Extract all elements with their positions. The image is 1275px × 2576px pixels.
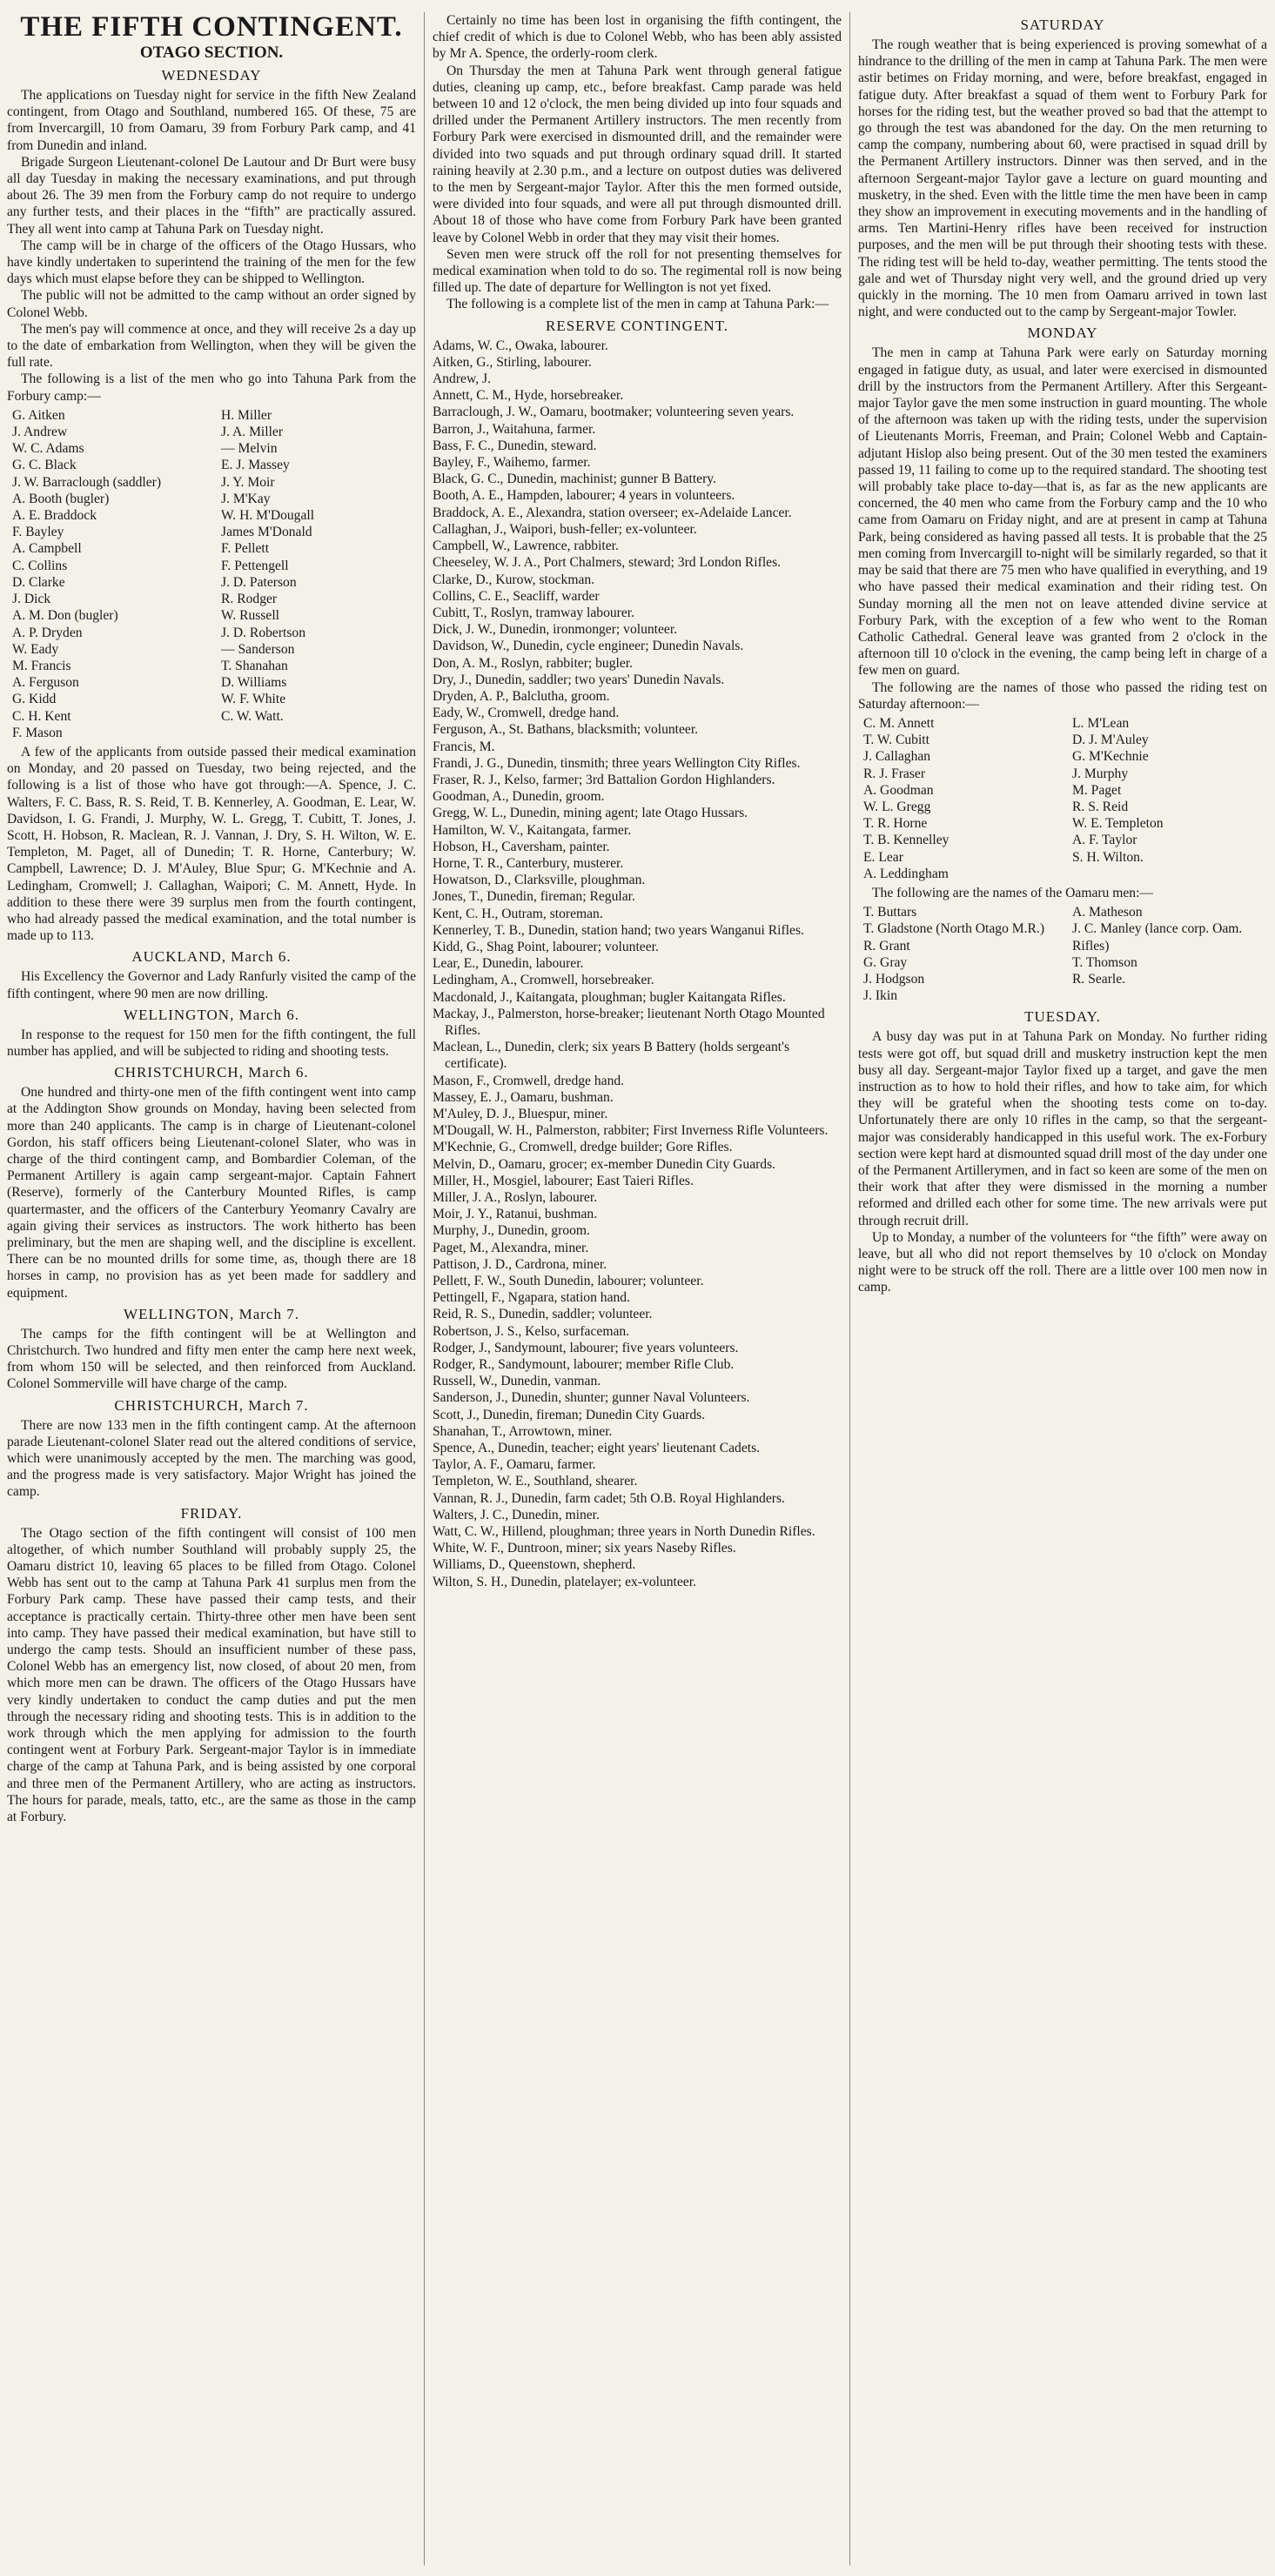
name-entry: D. Williams	[221, 675, 287, 691]
roster-entry: Williams, D., Queenstown, shepherd.	[433, 1557, 636, 1573]
paragraph: The men's pay will commence at once, and they will receive 2s a day up to the date of embarkation from Wellington, when they will be given the full rate.	[7, 321, 416, 371]
name-entry: E. J. Massey	[221, 458, 290, 473]
name-entry: R. Searle.	[1072, 971, 1126, 987]
name-entry: J. D. Robertson	[221, 625, 306, 640]
roster-entry: Robertson, J. S., Kelso, surfaceman.	[433, 1323, 630, 1339]
name-entry: — Sanderson	[221, 641, 295, 657]
roster-entry: Pattison, J. D., Cardrona, miner.	[433, 1256, 607, 1272]
paragraph: The following is a list of the men who go into Tahuna Park from the Forbury camp:—	[7, 371, 416, 404]
name-entry: D. Clarke	[12, 574, 65, 590]
name-entry: A. Booth (bugler)	[12, 491, 110, 506]
roster-entry: Reid, R. S., Dunedin, saddler; volunteer.	[433, 1307, 653, 1322]
paragraph: His Excellency the Governor and Lady Ranfurly visited the camp of the fifth contingent, where 90 men are now drilling.	[7, 969, 416, 1001]
roster-entry: Pellett, F. W., South Dunedin, labourer; volunteer.	[433, 1274, 704, 1289]
roster-entry: Paget, M., Alexandra, miner.	[433, 1240, 589, 1255]
section-heading-monday: MONDAY	[1027, 325, 1098, 342]
name-entry: L. M'Lean	[1072, 715, 1130, 731]
roster-entry: Fraser, R. J., Kelso, farmer; 3rd Battalion Gordon Highlanders.	[433, 772, 775, 787]
name-entry: T. Thomson	[1072, 954, 1137, 970]
name-entry: W. E. Templeton	[1072, 816, 1164, 832]
name-entry: A. Leddingham	[863, 866, 949, 881]
paragraph: The Otago section of the fifth contingent will consist of 100 men altogether, of which number Southland will probably supply 25, the Oamaru district 10, leaving 65 places to be filled from Otago. Colonel Webb has sent out to the camp at Tahuna Park 41 surplus men from the Forbury Park camp. These have passed their camp tests, and their acceptance is practically certain. Thirty-three other men have been sent into camp. They have passed their medical examination, but have still to undergo the camp tests. Should an insufficient number of these pass, Colonel Webb has an emergency list, now closed, of about 20 men, from which more men can be drawn. The officers of the Otago Hussars have very kindly undertaken to conduct the camp duties and put the men through the necessary riding and shooting tests. This is in addition to the work through which the men applying for admission to the fourth contingent went at Forbury Park. Sergeant-major Taylor is in immediate charge of the camp at Tahuna Park, and is being assisted by one corporal and three men of the Permanent Artillery, who are acting as instructors. The hours for parade, meals, tatto, etc., are the same as those in the camp at Forbury.	[7, 1525, 416, 1825]
riding-test-name-list	[858, 715, 1267, 882]
name-entry: R. Grant	[863, 938, 910, 953]
roster-entry: Taylor, A. F., Oamaru, farmer.	[433, 1457, 596, 1473]
name-entry: A. F. Taylor	[1072, 833, 1137, 848]
roster-entry: Callaghan, J., Waipori, bush-feller; ex-volunteer.	[433, 521, 697, 537]
reserve-contingent-list	[433, 338, 842, 1590]
roster-entry: Goodman, A., Dunedin, groom.	[433, 789, 605, 805]
roster-entry: Dryden, A. P., Balclutha, groom.	[433, 688, 610, 704]
paragraph: One hundred and thirty-one men of the fifth contingent went into camp at the Addington Show grounds on Monday, having been selected from more than 240 applicants. The camp is in charge of Lieutenant-colonel Gordon, his staff officers being Lieutenant-colonel Slater, who was in charge of the third contingent camp, and Bombardier Coleman, of the Permanent Artillery is again camp sergeant-major. Captain Fahnert (Reserve), formerly of the Canterbury Mounted Rifles, is camp quartermaster, and the officers of the Canterbury Yeomanry Cavalry are again giving their services as instructors. The work hitherto has been preliminary, but the men are shaping well, and the discipline is excellent. There can be no mounted drills for some time, as, though there are 18 horses in camp, no provision has as yet been made for saddlery and equipment.	[7, 1085, 416, 1301]
roster-entry: Bass, F. C., Dunedin, steward.	[433, 438, 597, 453]
name-entry: A. Matheson	[1072, 905, 1143, 920]
section-heading-wednesday: WEDNESDAY	[161, 67, 262, 84]
roster-entry: Murphy, J., Dunedin, groom.	[433, 1223, 590, 1239]
name-entry: J. Dick	[12, 592, 51, 607]
roster-entry: Sanderson, J., Dunedin, shunter; gunner Naval Volunteers.	[433, 1390, 750, 1406]
paragraph: The rough weather that is being experienced is proving somewhat of a hindrance to the drilling of the men in camp at Tahuna Park. The men were astir betimes on Friday morning, and were, before breakfast, engaged in fatigue duty. After breakfast a squad of them went to Forbury Park for horses for the riding test, but the weather proved so bad that the attempt to go through the test was abandoned for the day. On the men returning to camp the company, numbering about 60, were practised in squad drill by the Permanent Artillery instructors. Dinner was then served, and in the afternoon Sergeant-major Taylor gave a lecture on guard mounting and musketry, in the shed. Even with the little time the men have been in camp they show an improvement in executing movements and in the handling of arms. Ten Martini-Henry rifles have been received for instruction purposes, and the men will be put through their shooting tests with these. The riding test will be held to-day, weather permitting. The tents stood the gale and wet of Thursday night very well, and the ground dried up very quickly in the morning. The 10 men from Oamaru arrived in town last night, and were conducted out to the camp by Sergeant-major Towler.	[858, 37, 1267, 320]
section-heading-auckland: AUCKLAND, March 6.	[131, 948, 292, 966]
name-entry: M. Paget	[1072, 782, 1122, 798]
article-title: THE FIFTH CONTINGENT.	[20, 12, 403, 43]
roster-entry: Campbell, W., Lawrence, rabbiter.	[433, 539, 619, 554]
roster-entry: Bayley, F., Waihemo, farmer.	[433, 455, 591, 471]
forbury-name-list	[7, 407, 416, 741]
roster-entry: Watt, C. W., Hillend, ploughman; three years in North Dunedin Rifles.	[433, 1524, 815, 1540]
name-entry: W. F. White	[221, 692, 286, 707]
roster-entry: Rodger, R., Sandymount, labourer; member Rifle Club.	[433, 1357, 735, 1373]
name-entry: F. Mason	[12, 725, 63, 740]
paragraph: The applications on Tuesday night for service in the fifth New Zealand contingent, from Otago and Southland, numbered 165. Of these, 75 are from Invercargill, 10 from Oamaru, 39 from Forbury Park camp, and 41 from Dunedin and inland.	[7, 88, 416, 153]
roster-entry: Macdonald, J., Kaitangata, ploughman; bugler Kaitangata Rifles.	[433, 989, 786, 1005]
name-entry: A. Ferguson	[12, 675, 79, 691]
roster-entry: Gregg, W. L., Dunedin, mining agent; late Otago Hussars.	[433, 806, 748, 821]
roster-entry: Hamilton, W. V., Kaitangata, farmer.	[433, 822, 632, 838]
name-entry: G. Kidd	[12, 692, 57, 707]
article-subtitle: OTAGO SECTION.	[139, 43, 284, 62]
roster-entry: Horne, T. R., Canterbury, musterer.	[433, 855, 624, 871]
roster-entry: Davidson, W., Dunedin, cycle engineer; Dunedin Navals.	[433, 639, 744, 654]
column-3	[858, 12, 1267, 2566]
roster-entry: Ferguson, A., St. Bathans, blacksmith; volunteer.	[433, 722, 699, 738]
name-entry: E. Lear	[863, 849, 903, 865]
roster-entry: Kent, C. H., Outram, storeman.	[433, 906, 603, 921]
roster-entry: Aitken, G., Stirling, labourer.	[433, 354, 592, 370]
roster-entry: Black, G. C., Dunedin, machinist; gunner B Battery.	[433, 472, 716, 487]
roster-entry: Walters, J. C., Dunedin, miner.	[433, 1507, 600, 1522]
name-entry: A. M. Don (bugler)	[12, 608, 118, 624]
name-entry: R. S. Reid	[1072, 799, 1129, 814]
name-entry: A. Campbell	[12, 541, 82, 557]
name-entry: T. Buttars	[863, 905, 917, 920]
oamaru-name-list	[858, 904, 1267, 1004]
roster-entry: Russell, W., Dunedin, vanman.	[433, 1374, 601, 1389]
roster-entry: Scott, J., Dunedin, fireman; Dunedin City Guards.	[433, 1407, 706, 1422]
name-entry: M. Francis	[12, 658, 71, 673]
section-heading-wellington: WELLINGTON, March 7.	[124, 1305, 299, 1322]
roster-entry: Hobson, H., Caversham, painter.	[433, 839, 610, 854]
roster-entry: Jones, T., Dunedin, fireman; Regular.	[433, 889, 635, 905]
name-entry: G. C. Black	[12, 458, 77, 473]
roster-entry: Rodger, J., Sandymount, labourer; five years volunteers.	[433, 1340, 739, 1355]
name-entry: C. Collins	[12, 558, 68, 573]
roster-entry: Kennerley, T. B., Dunedin, station hand; two years Wanganui Rifles.	[433, 922, 804, 938]
roster-entry: Pettingell, F., Ngapara, station hand.	[433, 1290, 630, 1306]
paragraph: In response to the request for 150 men for the fifth contingent, the full number has applied, and will be subjected to riding and shooting tests.	[7, 1027, 416, 1059]
roster-entry: Cubitt, T., Roslyn, tramway labourer.	[433, 605, 635, 620]
name-entry: A. Goodman	[863, 782, 934, 798]
section-heading-tuesday: TUESDAY.	[1024, 1008, 1101, 1026]
roster-entry: Spence, A., Dunedin, teacher; eight years' lieutenant Cadets.	[433, 1441, 761, 1456]
name-entry: C. M. Annett	[863, 715, 935, 731]
name-entry: J. D. Paterson	[221, 574, 297, 590]
name-entry: J. Callaghan	[863, 749, 931, 765]
roster-entry: Annett, C. M., Hyde, horsebreaker.	[433, 388, 624, 404]
paragraph: A few of the applicants from outside passed their medical examination on Monday, and 20 passed on Tuesday, two being rejected, and the following is a list of those who have got through:—A. Spence, J. C. Walters, F. C. Bass, R. S. Reid, T. B. Kennerley, A. Goodman, E. Lear, W. Davidson, I. G. Frandi, J. Murphy, W. L. Gregg, T. Cubitt, T. Jones, J. Scott, H. Hobson, R. Maclean, R. J. Vannan, J. Dry, S. H. Wilton, W. E. Templeton, M. Paget, all of Dunedin; T. R. Horne, Canterbury; W. Campbell, Lawrence; D. J. M'Auley, Blue Spur; G. M'Kechnie and A. Ledingham, Cromwell; J. Callaghan, Waipori; C. M. Annett, Hyde. In addition to these there were 39 surplus men from the fourth contingent, who had already passed the medical examination, and the total number is made up to 113.	[7, 744, 416, 944]
roster-entry: Dick, J. W., Dunedin, ironmonger; volunteer.	[433, 622, 678, 638]
name-entry: W. Russell	[221, 608, 280, 624]
name-entry: G. Gray	[863, 954, 908, 970]
paragraph: The following is a complete list of the men in camp at Tahuna Park:—	[446, 297, 829, 312]
section-heading-christchurch: CHRISTCHURCH, March 7.	[114, 1396, 309, 1414]
paragraph: The following are the names of the Oamaru men:—	[872, 885, 1154, 900]
name-entry: F. Pettengell	[221, 558, 289, 573]
paragraph: The camps for the fifth contingent will be at Wellington and Christchurch. Two hundred and fifty men enter the camp here next week, from whom 150 will be selected, and then reinforced from Auckland. Colonel Sommerville will have charge of the camp.	[7, 1326, 416, 1392]
name-entry: F. Bayley	[12, 525, 64, 540]
roster-entry: Cheeseley, W. J. A., Port Chalmers, steward; 3rd London Rifles.	[433, 555, 782, 571]
roster-entry: Templeton, W. E., Southland, shearer.	[433, 1474, 638, 1489]
roster-entry: Shanahan, T., Arrowtown, miner.	[433, 1423, 613, 1439]
section-heading-saturday: SATURDAY	[1020, 17, 1105, 33]
name-entry: A. E. Braddock	[12, 508, 97, 524]
column-rule	[424, 12, 425, 2566]
name-entry: W. C. Adams	[12, 441, 84, 457]
name-entry: W. Eady	[12, 641, 59, 657]
name-entry: W. H. M'Dougall	[221, 508, 315, 524]
roster-entry: Wilton, S. H., Dunedin, platelayer; ex-volunteer.	[433, 1574, 696, 1589]
roster-entry: Ledingham, A., Cromwell, horsebreaker.	[433, 973, 654, 988]
roster-entry: Massey, E. J., Oamaru, bushman.	[433, 1089, 614, 1105]
name-entry: — Melvin	[221, 441, 278, 457]
paragraph: Brigade Surgeon Lieutenant-colonel De Lautour and Dr Burt were busy all day Tuesday in making the necessary examinations, and put through about 26. The 39 men from the Forbury camp do not require to undergo any further tests, and their places in the “fifth” are practically assured. They all went into camp at Tahuna Park on Tuesday night.	[7, 154, 416, 237]
roster-entry: Vannan, R. J., Dunedin, farm cadet; 5th O.B. Royal Highlanders.	[433, 1490, 785, 1506]
roster-entry: Moir, J. Y., Ratanui, bushman.	[433, 1207, 598, 1222]
roster-entry: Mason, F., Cromwell, dredge hand.	[433, 1073, 625, 1088]
name-entry: T. Shanahan	[221, 658, 288, 673]
name-entry: S. H. Wilton.	[1072, 849, 1144, 865]
roster-entry: Miller, H., Mosgiel, labourer; East Taieri Rifles.	[433, 1173, 694, 1188]
name-entry: G. Aitken	[12, 407, 65, 423]
section-heading-reserve: RESERVE CONTINGENT.	[546, 317, 728, 334]
paragraph: Certainly no time has been lost in organising the fifth contingent, the chief credit of which is due to Colonel Webb, who has been ably assisted by Mr A. Spence, the orderly-room clerk.	[433, 13, 842, 62]
roster-entry: Lear, E., Dunedin, labourer.	[433, 956, 584, 972]
paragraph: The following are the names of those who passed the riding test on Saturday afternoon:—	[858, 679, 1267, 712]
roster-entry: Collins, C. E., Seacliff, warder	[433, 588, 600, 604]
name-entry: T. Gladstone (North Otago M.R.)	[863, 921, 1045, 937]
column-1	[7, 12, 416, 2566]
name-entry: J. Hodgson	[863, 971, 925, 987]
name-entry: R. Rodger	[221, 592, 278, 607]
roster-entry: Adams, W. C., Owaka, labourer.	[433, 338, 608, 353]
section-heading-friday: FRIDAY.	[180, 1504, 243, 1522]
name-entry: J. A. Miller	[221, 425, 284, 440]
column-rule	[849, 12, 850, 2566]
roster-entry: M'Auley, D. J., Bluespur, miner.	[433, 1107, 608, 1121]
roster-entry: Andrew, J.	[433, 371, 491, 387]
name-entry: C. H. Kent	[12, 708, 71, 724]
section-heading-christchurch: CHRISTCHURCH, March 6.	[114, 1064, 309, 1081]
roster-entry: Dry, J., Dunedin, saddler; two years' Dunedin Navals.	[433, 672, 725, 687]
paragraph: The camp will be in charge of the officers of the Otago Hussars, who have kindly undertaken to superintend the training of the men for the few days which must elapse before they can be shipped to Wellington.	[7, 238, 416, 287]
roster-entry: Frandi, J. G., Dunedin, tinsmith; three years Wellington City Rifles.	[433, 755, 801, 771]
roster-entry: Melvin, D., Oamaru, grocer; ex-member Dunedin City Guards.	[433, 1156, 776, 1172]
name-entry: J. Andrew	[12, 425, 68, 440]
name-entry: F. Pellett	[221, 541, 270, 557]
name-entry: W. L. Gregg	[863, 799, 931, 814]
name-entry: T. W. Cubitt	[863, 733, 929, 748]
roster-entry: Booth, A. E., Hampden, labourer; 4 years in volunteers.	[433, 488, 735, 504]
name-entry: J. Ikin	[863, 988, 897, 1004]
name-entry: C. W. Watt.	[221, 708, 284, 724]
name-entry: J. Murphy	[1072, 766, 1129, 781]
paragraph: Seven men were struck off the roll for not presenting themselves for medical examination when told to do so. The regimental roll is now being filled up. The date of departure for Wellington is not yet fixed.	[433, 246, 842, 296]
name-entry: T. B. Kennelley	[863, 833, 950, 848]
roster-entry: Francis, M.	[433, 739, 495, 754]
name-entry: D. J. M'Auley	[1072, 733, 1149, 748]
paragraph: On Thursday the men at Tahuna Park went through general fatigue duties, cleaning up camp, etc., before breakfast. Camp parade was held between 10 and 12 o'clock, the men being divided up into four squads and drilled under the Permanent Artillery instructors. The men recently from Forbury Park were exercised in dismounted drill, and the remainder were divided into two squads and put through ordinary squad drill. It started raining heavily at 2.30 p.m., and a lecture on outpost duties was delivered to the men by Sergeant-major Taylor. After this the men formed outside, were divided into four squads, and were all put through dismounted drill. About 18 of those who have come from Forbury Park have been granted leave by Colonel Webb in order that they may visit their homes.	[433, 63, 842, 245]
paragraph: Up to Monday, a number of the volunteers for “the fifth” were away on leave, but all who did not report themselves by 10 o'clock on Monday night were to be struck off the roll. There are a little over 100 men now in camp.	[858, 1229, 1267, 1295]
roster-entry: M'Dougall, W. H., Palmerston, rabbiter; First Inverness Rifle Volunteers.	[433, 1123, 829, 1139]
name-entry: G. M'Kechnie	[1072, 749, 1149, 765]
paragraph: A busy day was put in at Tahuna Park on Monday. No further riding tests were got off, but squad drill and musketry instruction kept the men busy all day. Sergeant-major Taylor fixed up a target, and gave the men instruction as to how to hold their rifles, and how to take aim, for which they will be grateful when the shooting tests come on to-day. Unfortunately there are only 10 rifles in the camp, so that the sergeant-major was considerably handicapped in this useful work. The ex-Forbury section were kept hard at dismounted squad drill most of the day under one of the Permanent Artillerymen, and in fact so keen are some of the men on their work that after they were dismissed in the morning a number reformed and drilled each other for some time. The new arrivals were put through recruit drill.	[858, 1029, 1267, 1228]
name-entry: T. R. Horne	[863, 816, 928, 832]
section-heading-wellington: WELLINGTON, March 6.	[124, 1006, 299, 1023]
roster-entry: Mackay, J., Palmerston, horse-breaker; lieutenant North Otago Mounted Rifles.	[433, 1006, 825, 1038]
roster-entry: Braddock, A. E., Alexandra, station overseer; ex-Adelaide Lancer.	[433, 505, 792, 520]
paragraph: The public will not be admitted to the camp without an order signed by Colonel Webb.	[7, 288, 416, 320]
name-entry: J. C. Manley (lance corp. Oam. Rifles)	[1072, 921, 1243, 953]
roster-entry: M'Kechnie, G., Cromwell, dredge builder; Gore Rifles.	[433, 1140, 733, 1155]
name-entry: J. W. Barraclough (saddler)	[12, 474, 162, 490]
roster-entry: Don, A. M., Roslyn, rabbiter; bugler.	[433, 655, 633, 671]
roster-entry: Barraclough, J. W., Oamaru, bootmaker; volunteering seven years.	[433, 405, 795, 420]
name-entry: R. J. Fraser	[863, 766, 926, 781]
paragraph: The men in camp at Tahuna Park were early on Saturday morning engaged in fatigue duty, as usual, and later were exercised in dismounted drill by the instructors from the Permanent Artillery. After this Sergeant-major Taylor gave the men some instruction in guard mounting. The whole of the afternoon was taken up with the riding tests, under the supervision of Lieutenants Morris, Freeman, and Prain; Colonel Webb and Captain-adjutant Hislop also being present. Out of the 30 men tested the examiners passed 19, 11 failing to come up to the required standard. The shooting test will probably take place to-day—that is, as far as the new applicants are concerned, the 40 men who came from the Forbury camp and the 10 who came from Oamaru on Friday night, and are at present in camp at Tahuna Park, being considered as having passed all tests. It is probable that the 25 men coming from Invercargill to-night will be similarly regarded, so that it may be said that there are 75 men who have qualified in everything, and 19 who have passed their medical examination and their riding test. On Sunday morning all the men not on leave attended divine service at Forbury Park, with the exception of a few who went to the Roman Catholic Cathedral. General leave was granted from 2 o'clock in the afternoon till 10 o'clock in the evening, the camp being left in charge of a few men on guard.	[858, 345, 1267, 679]
roster-entry: Eady, W., Cromwell, dredge hand.	[433, 706, 620, 721]
roster-entry: Howatson, D., Clarksville, ploughman.	[433, 873, 646, 888]
paragraph: There are now 133 men in the fifth contingent camp. At the afternoon parade Lieutenant-colonel Slater read out the altered conditions of service, which were unanimously accepted by the men. The marching was good, and the progress made is very satisfactory. Major Wright has joined the camp.	[7, 1417, 416, 1500]
name-entry: A. P. Dryden	[12, 625, 83, 640]
roster-entry: Maclean, L., Dunedin, clerk; six years B Battery (holds sergeant's certificate).	[433, 1040, 790, 1072]
roster-entry: Kidd, G., Shag Point, labourer; volunteer.	[433, 939, 659, 954]
column-2	[433, 12, 842, 2566]
name-entry: H. Miller	[221, 407, 272, 423]
name-entry: James M'Donald	[221, 525, 312, 540]
roster-entry: Miller, J. A., Roslyn, labourer.	[433, 1190, 598, 1206]
name-entry: J. Y. Moir	[221, 474, 275, 490]
name-entry: J. M'Kay	[221, 491, 271, 506]
roster-entry: Clarke, D., Kurow, stockman.	[433, 572, 595, 587]
roster-entry: White, W. F., Duntroon, miner; six years Naseby Rifles.	[433, 1541, 736, 1556]
roster-entry: Barron, J., Waitahuna, farmer.	[433, 421, 596, 437]
